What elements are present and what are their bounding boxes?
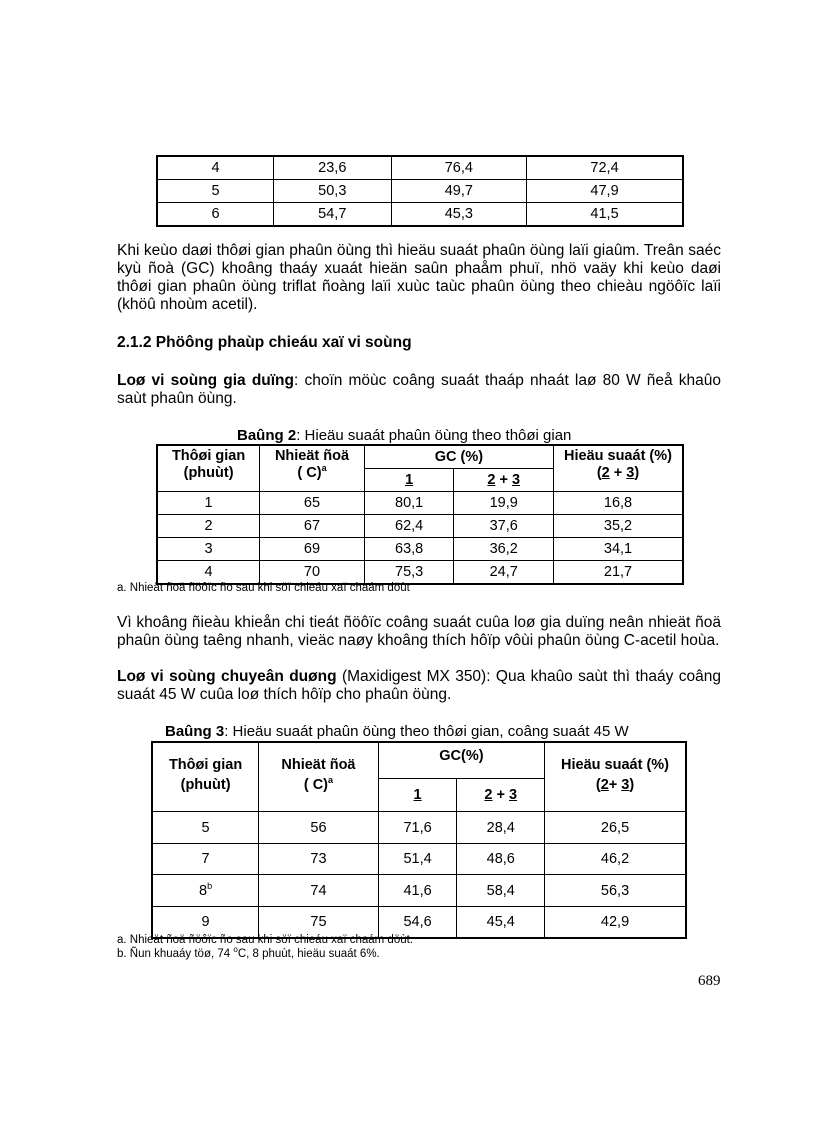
paragraph-4 <box>117 668 721 704</box>
cell: 58,4 <box>457 875 545 907</box>
cell: 5 <box>157 180 274 203</box>
cell: 41,5 <box>527 203 683 227</box>
cell: 51,4 <box>378 844 457 875</box>
compound-3: 3 <box>511 471 521 488</box>
cell: 73 <box>259 844 379 875</box>
header-compound-1 <box>364 469 454 492</box>
cell: 47,9 <box>527 180 683 203</box>
table-row <box>152 812 686 844</box>
paragraph-1: Khi keùo daøi thôøi gian phaûn öùng thì hieäu suaát phaûn öùng laïi giaûm. Treân saéc kyù ñoà (GC) khoâng thaáy xuaát hieän saûn phaåm phuï, nhö vaäy khi keùo daøi thôøi gian phaûn öùng triflat ñoàng laïi xuùc taùc phaûn öùng theo chieàu ngöôïc laïi (khöû nhoùm acetil). <box>117 242 721 313</box>
cell: 69 <box>260 538 365 561</box>
table-row <box>152 844 686 875</box>
cell: 67 <box>260 515 365 538</box>
header-gc: GC(%) <box>378 742 544 779</box>
footnote-marker: a <box>328 775 334 786</box>
cell: 24,7 <box>454 561 554 585</box>
header-gc: GC (%) <box>364 445 553 469</box>
header-temp <box>259 742 379 812</box>
header-temp <box>260 445 365 492</box>
compound-2: 2 <box>487 471 496 488</box>
cell: 28,4 <box>457 812 545 844</box>
header-yield <box>554 445 684 492</box>
table-2-footnote: a. Nhieät ñoä ñöôïc ño sau khi söï chieáu xaï chaám döùt <box>117 582 410 594</box>
header-yield <box>545 742 686 812</box>
caption-text: : Hieäu suaát phaûn öùng theo thôøi gian <box>296 427 572 444</box>
table-1-continued <box>156 155 684 227</box>
bold-lead: Loø vi soùng gia duïng <box>117 372 294 389</box>
table-header-row <box>152 742 686 779</box>
header-compound-1 <box>378 779 457 812</box>
compound-1: 1 <box>405 471 414 488</box>
cell: 72,4 <box>527 156 683 180</box>
table-row <box>157 180 683 203</box>
table-3-caption <box>165 723 629 740</box>
header-yield-label: Hieäu suaát (%) <box>561 757 670 773</box>
cell: 5 <box>152 812 259 844</box>
bold-lead: Loø vi soùng chuyeân duøng <box>117 668 337 685</box>
cell: 75,3 <box>364 561 454 585</box>
caption-text: : Hieäu suaát phaûn öùng theo thôøi gian, coâng suaát 45 W <box>224 723 629 740</box>
header-yield-a: 2 <box>601 465 610 481</box>
table-3-footnote-a: a. Nhieät ñoä ñöôïc ño sau khi söï chieáu xaï chaám döùt. <box>117 934 413 946</box>
compound-1: 1 <box>413 787 422 803</box>
header-time-label: Thôøi gian <box>171 448 246 464</box>
header-yield-label: Hieäu suaát (%) <box>564 448 672 464</box>
plus-sign: + <box>495 471 512 488</box>
cell: 80,1 <box>364 492 454 515</box>
header-yield-plus: + <box>609 465 627 481</box>
cell: 45,3 <box>391 203 527 227</box>
cell: 41,6 <box>378 875 457 907</box>
paragraph-text: (Maxidigest MX 350): Qua khaûo saùt thì thaáy coâng suaát 45 W cuûa loø thích hôïp cho phaûn öùng. <box>117 668 721 703</box>
caption-label: Baûng 2 <box>237 427 297 444</box>
table-row-highlighted <box>157 515 683 538</box>
cell: 62,4 <box>364 515 454 538</box>
cell: 4 <box>157 561 260 585</box>
footnote-text: b. Ñun khuaáy töø, 74 <box>117 948 234 960</box>
header-yield-close: ) <box>634 465 640 481</box>
table-row <box>157 203 683 227</box>
table-2-caption <box>237 427 571 444</box>
cell: 75 <box>259 907 379 938</box>
footnote-text: C, 8 phuùt, hieäu suaát 6%. <box>237 948 380 960</box>
table-3 <box>151 741 687 939</box>
header-temp-unit: ( C) <box>297 465 322 481</box>
cell: 63,8 <box>364 538 454 561</box>
cell: 36,2 <box>454 538 554 561</box>
cell: 21,7 <box>554 561 684 585</box>
table-row-highlighted <box>152 875 686 907</box>
paragraph-text: : choïn möùc coâng suaát thaáp nhaát laø 80 W ñeå khaûo saùt phaûn öùng. <box>117 372 721 407</box>
cell: 74 <box>259 875 379 907</box>
plus-sign: + <box>492 787 509 803</box>
header-temp-unit: ( C) <box>303 777 329 793</box>
table-header-row <box>157 445 683 469</box>
header-time-label: Thôøi gian <box>168 757 243 773</box>
footnote-marker: a <box>321 463 327 474</box>
cell: 50,3 <box>274 180 392 203</box>
cell: 2 <box>157 515 260 538</box>
paragraph-2 <box>117 372 721 408</box>
header-time-unit: (phuùt) <box>183 465 234 481</box>
cell: 56 <box>259 812 379 844</box>
cell: 65 <box>260 492 365 515</box>
cell-value: 8 <box>199 882 208 899</box>
paragraph-3: Vì khoâng ñieàu khieån chi tieát ñöôïc coâng suaát cuûa loø gia duïng neân nhieät ñoä phaûn öùng taêng nhanh, vieäc naøy khoâng thích hôïp vôùi phaûn öùng C-acetil hoùa. <box>117 614 721 649</box>
cell: 35,2 <box>554 515 684 538</box>
header-yield-b: 3 <box>626 465 635 481</box>
header-compound-2-3 <box>457 779 545 812</box>
cell: 49,7 <box>391 180 527 203</box>
cell: 23,6 <box>274 156 392 180</box>
cell: 1 <box>157 492 260 515</box>
compound-2: 2 <box>484 787 493 803</box>
cell: 54,7 <box>274 203 392 227</box>
compound-3: 3 <box>509 787 518 803</box>
cell: 37,6 <box>454 515 554 538</box>
header-temp-label: Nhieät ñoä <box>281 757 356 773</box>
cell: 6 <box>157 203 274 227</box>
cell: 54,6 <box>378 907 457 938</box>
cell: 76,4 <box>391 156 527 180</box>
section-heading: 2.1.2 Phöông phaùp chieáu xaï vi soùng <box>117 334 412 351</box>
cell: 45,4 <box>457 907 545 938</box>
header-yield-open: ( <box>596 465 602 481</box>
cell: 70 <box>260 561 365 585</box>
table-row <box>157 538 683 561</box>
cell: 48,6 <box>457 844 545 875</box>
header-yield-plus: + <box>608 777 622 793</box>
header-time-unit: (phuùt) <box>180 777 231 793</box>
table-2 <box>156 444 684 585</box>
header-temp-label: Nhieät ñoä <box>274 448 350 464</box>
table-3-footnote-b <box>117 947 380 961</box>
cell: 56,3 <box>545 875 686 907</box>
cell: 19,9 <box>454 492 554 515</box>
table-row <box>157 492 683 515</box>
cell: 9 <box>152 907 259 938</box>
cell: 26,5 <box>545 812 686 844</box>
cell: 46,2 <box>545 844 686 875</box>
table-row <box>157 156 683 180</box>
cell <box>152 875 259 907</box>
cell: 4 <box>157 156 274 180</box>
header-time <box>157 445 260 492</box>
header-yield-open: ( <box>595 777 601 793</box>
cell: 16,8 <box>554 492 684 515</box>
cell: 34,1 <box>554 538 684 561</box>
degree-marker: o <box>233 945 238 955</box>
cell: 42,9 <box>545 907 686 938</box>
caption-label: Baûng 3 <box>165 723 225 740</box>
header-time <box>152 742 259 812</box>
cell: 3 <box>157 538 260 561</box>
cell: 71,6 <box>378 812 457 844</box>
header-yield-b: 3 <box>621 777 630 793</box>
header-yield-a: 2 <box>600 777 609 793</box>
header-yield-close: ) <box>629 777 635 793</box>
cell: 7 <box>152 844 259 875</box>
footnote-marker: b <box>207 880 213 891</box>
header-compound-2-3 <box>454 469 554 492</box>
page-number: 689 <box>698 973 721 989</box>
